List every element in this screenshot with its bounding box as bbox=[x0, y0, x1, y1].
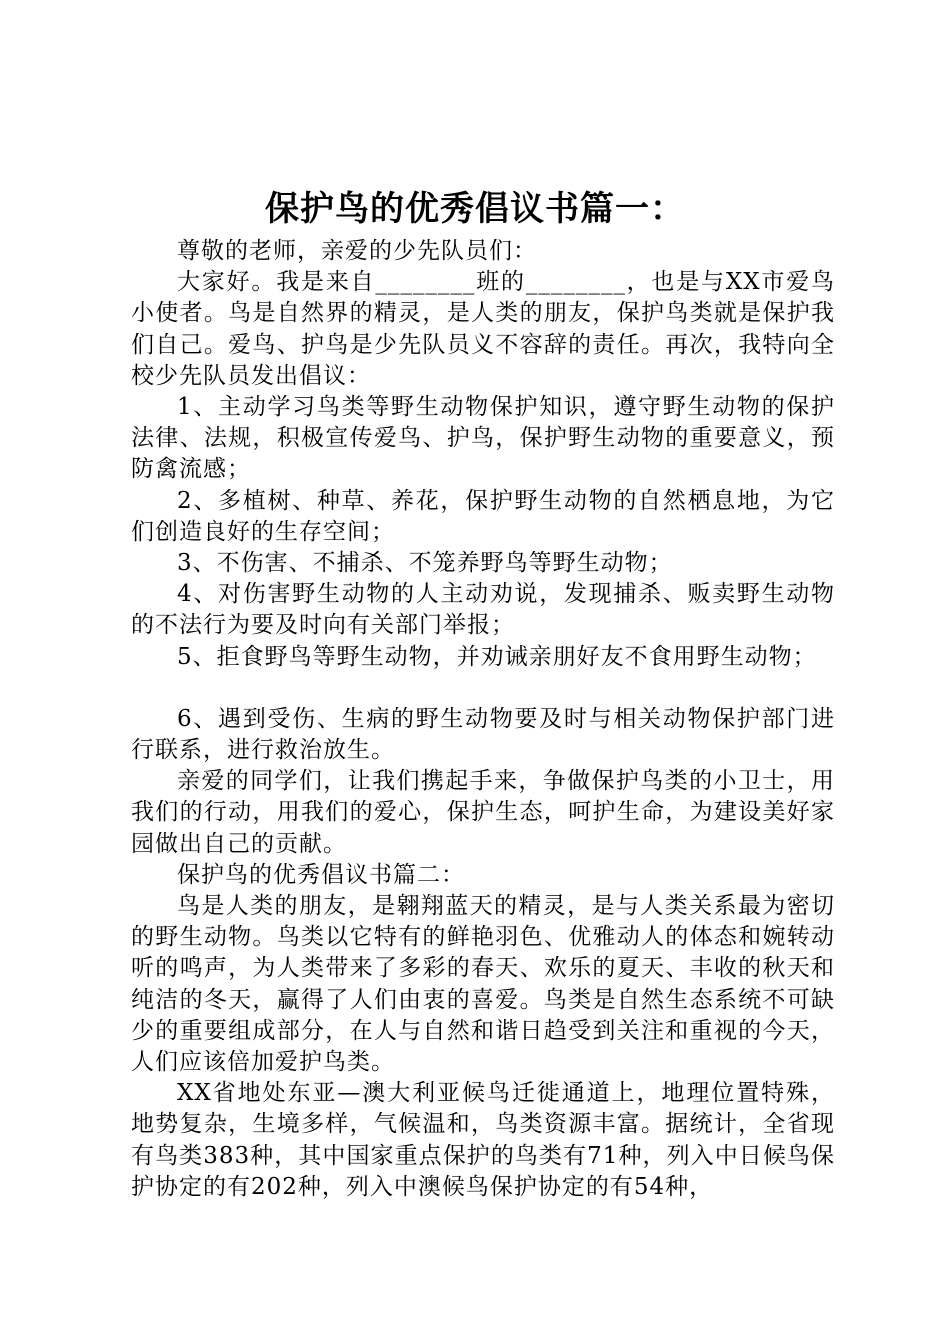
proposal-item-5: 5、拒食野鸟等野生动物，并劝诫亲朋好友不食用野生动物； bbox=[177, 643, 817, 670]
paragraph-province-birds: XX省地处东亚—澳大利亚候鸟迁徙通道上，地理位置特殊，地势复杂，生境多样，气候温和，鸟类资源丰富。据统计，全省现有鸟类383种，其中国家重点保护的鸟类有71种，列入中日候鸟保护协定的有202种，列入中澳候鸟保护协定的有54种， bbox=[131, 1080, 835, 1200]
proposal-item-1: 1、主动学习鸟类等野生动物保护知识，遵守野生动物的保护法律、法规，积极宣传爱鸟、护鸟，保护野生动物的重要意义，预防禽流感； bbox=[131, 394, 835, 483]
proposal-item-2: 2、多植树、种草、养花，保护野生动物的自然栖息地，为它们创造良好的生存空间； bbox=[131, 487, 835, 545]
proposal-item-6: 6、遇到受伤、生病的野生动物要及时与相关动物保护部门进行联系，进行救治放生。 bbox=[131, 705, 835, 764]
paragraph-intro: 大家好。我是来自________班的________，也是与XX市爱鸟小使者。鸟是自然界的精灵，是人类的朋友，保护鸟类就是保护我们自己。爱鸟、护鸟是少先队员义不容辞的责任。再次，我特向全校少先队员发出倡议： bbox=[131, 269, 835, 389]
paragraph-birds-friends: 鸟是人类的朋友，是翱翔蓝天的精灵，是与人类关系最为密切的野生动物。鸟类以它特有的鲜艳羽色、优雅动人的体态和婉转动听的鸣声，为人类带来了多彩的春天、欢乐的夏天、丰收的秋天和纯洁的冬天，赢得了人们由衷的喜爱。鸟类是自然生态系统不可缺少的重要组成部分，在人与自然和谐日趋受到关注和重视的今天，人们应该倍加爱护鸟类。 bbox=[131, 893, 835, 1076]
proposal-item-4: 4、对伤害野生动物的人主动劝说，发现捕杀、贩卖野生动物的不法行为要及时向有关部门举报； bbox=[131, 581, 835, 639]
section-heading-2: 保护鸟的优秀倡议书篇二： bbox=[177, 861, 465, 888]
document-body bbox=[131, 236, 835, 1203]
proposal-item-3: 3、不伤害、不捕杀、不笼养野鸟等野生动物； bbox=[177, 550, 673, 577]
salutation: 尊敬的老师，亲爱的少先队员们： bbox=[177, 238, 537, 264]
closing-call: 亲爱的同学们，让我们携起手来，争做保护鸟类的小卫士，用我们的行动，用我们的爱心，保护生态，呵护生命，为建设美好家园做出自己的贡献。 bbox=[131, 768, 835, 857]
document-title: 保护鸟的优秀倡议书篇一： bbox=[265, 189, 685, 229]
